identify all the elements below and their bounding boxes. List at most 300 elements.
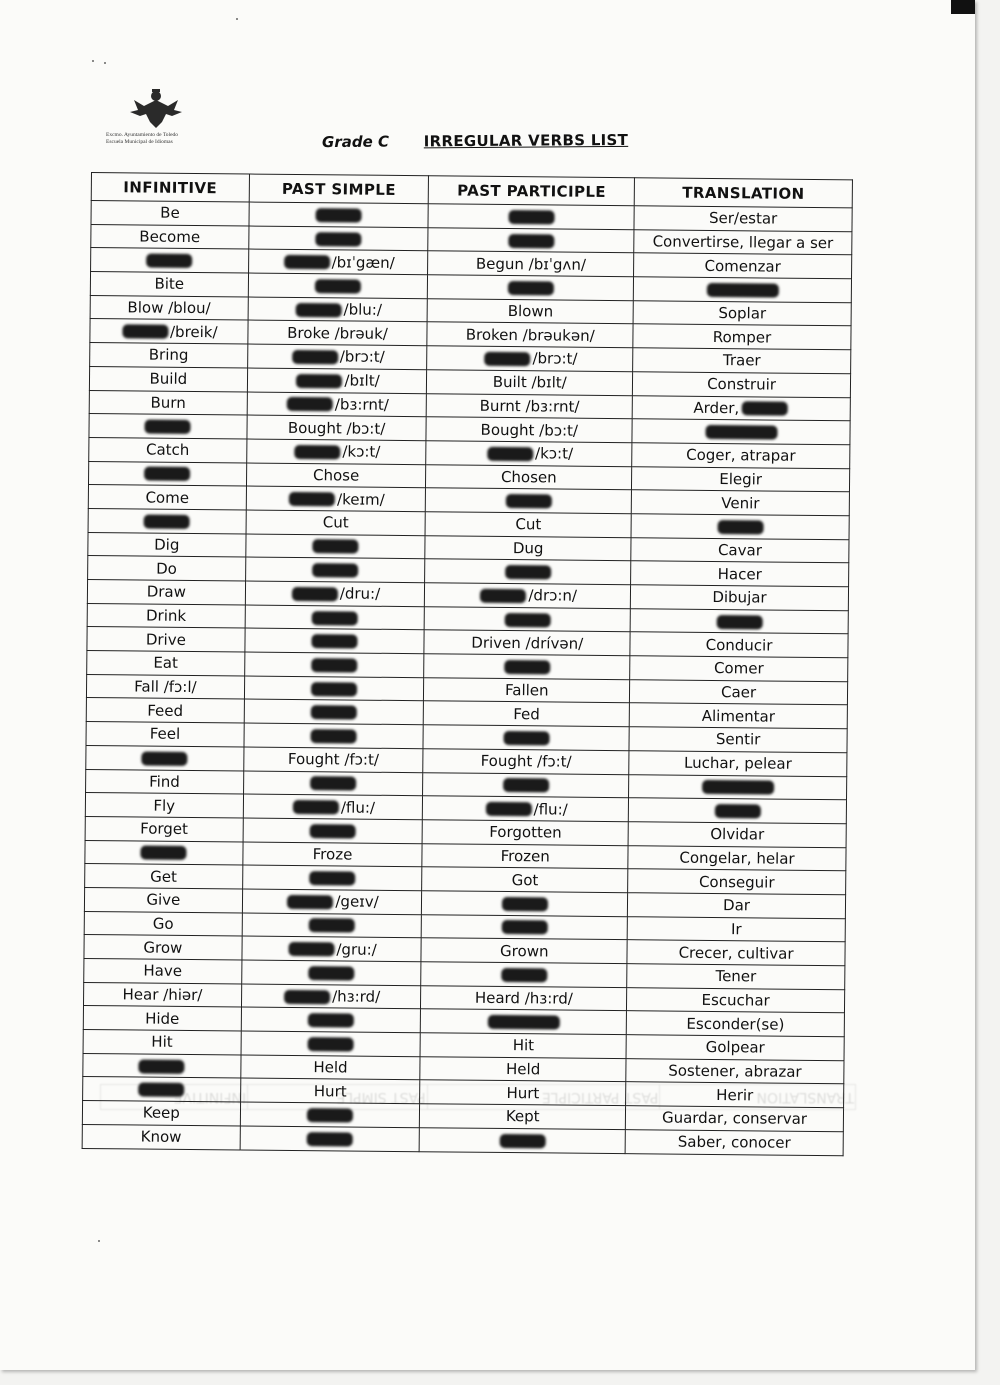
redaction-mark	[309, 919, 355, 933]
infinitive-cell	[87, 627, 245, 652]
cell-text: Get	[150, 867, 178, 886]
past-simple-cell	[246, 486, 426, 511]
cell-text: Cavar	[717, 541, 763, 560]
past-participle-cell	[424, 677, 630, 703]
translation-cell	[632, 466, 850, 492]
redaction-mark	[504, 613, 550, 627]
past-participle-cell	[423, 796, 629, 822]
cell-text: Herir	[716, 1085, 754, 1105]
past-participle-cell	[422, 867, 628, 893]
cell-text: Chosen	[500, 467, 557, 487]
infinitive-cell	[82, 1101, 240, 1126]
past-participle-cell	[426, 441, 632, 467]
cell-text: /keɪm/	[337, 489, 385, 509]
translation-cell	[631, 537, 849, 563]
translation-cell	[631, 490, 849, 516]
infinitive-cell	[88, 485, 246, 510]
scan-edge	[951, 0, 975, 14]
redaction-mark	[309, 871, 355, 885]
redaction-mark	[316, 208, 362, 222]
cell-text: /flu:/	[533, 799, 568, 819]
redaction-mark	[310, 776, 356, 790]
past-simple-cell	[244, 723, 424, 748]
redaction-mark	[292, 587, 338, 601]
cell-text: Blow /blou/	[127, 298, 211, 318]
past-participle-cell	[420, 1104, 626, 1130]
past-simple-cell	[241, 1031, 421, 1056]
redaction-mark	[312, 540, 358, 554]
redaction-mark	[307, 1108, 353, 1122]
translation-cell	[627, 964, 845, 990]
past-simple-cell	[240, 1126, 420, 1151]
redaction-mark	[315, 279, 361, 293]
redaction-mark	[295, 303, 341, 317]
infinitive-cell	[91, 224, 249, 249]
cell-text: /bɪlt/	[344, 371, 380, 390]
cell-text: Dibujar	[712, 588, 767, 607]
scan-speck	[236, 18, 238, 20]
past-simple-cell	[248, 273, 428, 298]
past-participle-cell	[427, 346, 633, 372]
redaction-mark	[145, 420, 191, 434]
translation-cell	[630, 632, 848, 658]
cell-text: Dig	[154, 535, 180, 554]
past-participle-cell	[422, 891, 628, 917]
cell-text: /blu:/	[343, 300, 383, 319]
redaction-mark	[499, 1134, 545, 1148]
past-participle-cell	[421, 985, 627, 1011]
cell-text: Sostener, abrazar	[668, 1061, 802, 1081]
redaction-mark	[741, 402, 787, 416]
past-simple-cell	[246, 439, 426, 464]
cell-text: Comer	[713, 659, 764, 678]
redaction-mark	[144, 514, 190, 528]
redaction-mark	[284, 989, 330, 1003]
redaction-mark	[292, 350, 338, 364]
redaction-mark	[508, 281, 554, 295]
past-simple-cell	[244, 699, 424, 724]
cell-text: Grow	[143, 938, 183, 957]
past-participle-cell	[422, 914, 628, 940]
redaction-mark	[503, 731, 549, 745]
cell-text: Drink	[145, 606, 187, 625]
redaction-mark	[308, 1013, 354, 1027]
redaction-mark	[312, 563, 358, 577]
cell-text: Crecer, cultivar	[678, 943, 794, 963]
infinitive-cell	[85, 840, 243, 865]
infinitive-cell	[90, 295, 248, 320]
past-participle-cell	[423, 725, 629, 751]
infinitive-cell	[86, 769, 244, 794]
translation-cell	[630, 656, 848, 682]
cell-text: Congelar, helar	[679, 848, 795, 868]
cell-text: Ser/estar	[708, 209, 778, 228]
redaction-mark	[714, 804, 760, 818]
cell-text: Draw	[146, 582, 187, 602]
past-participle-cell	[424, 701, 630, 727]
past-simple-cell	[240, 1078, 420, 1103]
redaction-mark	[146, 254, 192, 268]
cell-text: Blown	[507, 302, 554, 321]
translation-cell	[627, 987, 845, 1013]
past-participle-cell	[426, 488, 632, 514]
past-participle-cell	[427, 370, 633, 396]
redaction-mark	[480, 589, 526, 603]
cell-text: /breik/	[169, 322, 218, 342]
past-simple-cell	[245, 581, 425, 606]
past-participle-cell	[424, 630, 630, 656]
translation-cell	[633, 372, 851, 398]
cell-text: /dru:/	[339, 584, 381, 604]
redaction-mark	[294, 445, 340, 459]
past-participle-cell	[420, 1080, 626, 1106]
cell-text: Golpear	[705, 1038, 765, 1057]
cell-text: Esconder(se)	[686, 1014, 785, 1034]
infinitive-cell	[88, 461, 246, 486]
cell-text: Hit	[512, 1036, 535, 1055]
redaction-mark	[289, 492, 335, 506]
redaction-mark	[139, 1059, 185, 1073]
redaction-mark	[288, 942, 334, 956]
cell-text: Coger, atrapar	[686, 445, 796, 465]
ghost-header: TRANSLATION	[660, 1085, 856, 1110]
translation-cell	[631, 514, 849, 540]
column-header-translation: TRANSLATION	[634, 178, 852, 208]
past-simple-cell	[249, 202, 429, 227]
past-simple-cell	[245, 628, 425, 653]
infinitive-cell	[91, 248, 249, 273]
infinitive-cell	[89, 390, 247, 415]
translation-cell	[633, 324, 851, 350]
redaction-mark	[508, 234, 554, 248]
cell-text: /hɜ:rd/	[332, 987, 381, 1006]
cell-text: Driven /drívən/	[471, 633, 584, 653]
past-simple-cell	[242, 913, 422, 938]
ghost-header: PAST PARTICIPLE	[427, 1085, 660, 1110]
infinitive-cell	[86, 674, 244, 699]
translation-cell	[632, 443, 850, 469]
scan-speck	[98, 1240, 100, 1242]
cell-text: Fought /fɔ:t/	[287, 750, 380, 769]
cell-text: Fall /fɔ:l/	[134, 677, 197, 697]
cell-text: Grown	[500, 941, 549, 961]
past-participle-cell	[427, 298, 633, 324]
redaction-mark	[508, 210, 554, 224]
cell-text: Catch	[145, 440, 190, 460]
past-participle-cell	[426, 464, 632, 490]
cell-text: Traer	[722, 351, 761, 370]
past-participle-cell	[427, 322, 633, 348]
past-simple-cell	[245, 605, 425, 630]
past-simple-cell	[247, 415, 427, 440]
infinitive-cell	[91, 201, 249, 226]
cell-text: Heard /hɜ:rd/	[474, 988, 573, 1008]
redaction-mark	[502, 897, 548, 911]
cell-text: Hear /hiər/	[122, 985, 203, 1005]
past-simple-cell	[247, 392, 427, 417]
past-simple-cell	[243, 747, 423, 772]
translation-cell	[633, 300, 851, 326]
cell-text: Forget	[140, 819, 189, 839]
translation-cell	[626, 1011, 844, 1037]
cell-text: Begun /bɪˈgʌn/	[475, 254, 587, 274]
translation-cell	[632, 419, 850, 445]
cell-text: Frozen	[500, 846, 550, 866]
translation-cell	[634, 253, 852, 279]
redaction-mark	[488, 1015, 560, 1030]
past-simple-cell	[247, 368, 427, 393]
past-participle-cell	[428, 227, 634, 253]
infinitive-cell	[86, 722, 244, 747]
redaction-mark	[141, 846, 187, 860]
cell-text: Held	[313, 1058, 348, 1077]
cell-text: Cut	[515, 515, 542, 534]
past-participle-cell	[426, 417, 632, 443]
column-header-past-participle: PAST PARTICIPLE	[429, 176, 635, 206]
cell-text: Do	[156, 559, 178, 578]
logo-line-2: Escuela Municipal de Idiomas	[106, 139, 173, 145]
cell-text: Find	[149, 772, 180, 791]
cell-text: Caer	[720, 683, 757, 702]
past-simple-cell	[241, 1007, 421, 1032]
redaction-mark	[501, 920, 547, 934]
irregular-verbs-table	[82, 172, 853, 1156]
redaction-mark	[308, 1037, 354, 1051]
cell-text: Fought /fɔ:t/	[480, 751, 572, 771]
scan-speck	[92, 60, 94, 62]
cell-text: Olvidar	[710, 825, 765, 844]
cell-text: Bite	[154, 275, 185, 294]
translation-cell	[626, 1058, 844, 1084]
translation-cell	[626, 1082, 844, 1108]
cell-text: Eat	[153, 654, 179, 673]
cell-text: Saber, conocer	[677, 1132, 791, 1152]
cell-text: /kɔ:t/	[535, 444, 574, 463]
cell-text: Conseguir	[698, 872, 775, 892]
past-participle-cell	[424, 654, 630, 680]
past-simple-cell	[244, 652, 424, 677]
cell-text: Chose	[312, 466, 360, 485]
cell-text: Dug	[512, 539, 544, 558]
column-header-past-simple: PAST SIMPLE	[249, 174, 429, 204]
ghost-header: PAST SIMPLE	[248, 1085, 428, 1110]
cell-text: Cut	[322, 513, 349, 532]
redaction-mark	[505, 565, 551, 579]
translation-cell	[628, 845, 846, 871]
infinitive-cell	[85, 864, 243, 889]
past-simple-cell	[248, 297, 428, 322]
page-title: IRREGULAR VERBS LIST	[423, 130, 629, 151]
redaction-mark	[287, 397, 333, 411]
cell-text: Bought /bɔ:t/	[480, 420, 579, 440]
cell-text: Soplar	[718, 304, 767, 323]
redaction-mark	[311, 705, 357, 719]
translation-cell	[629, 774, 847, 800]
past-participle-cell	[425, 535, 631, 561]
past-participle-cell	[427, 393, 633, 419]
past-participle-cell	[425, 606, 631, 632]
past-simple-cell	[243, 842, 423, 867]
cell-text: Burnt /bɜ:rnt/	[479, 396, 580, 416]
infinitive-cell	[90, 272, 248, 297]
past-participle-cell	[425, 512, 631, 538]
past-simple-cell	[243, 794, 423, 819]
redaction-mark	[310, 824, 356, 838]
cell-text: Feel	[149, 725, 181, 744]
past-participle-cell	[428, 251, 634, 277]
cell-text: /flu:/	[340, 797, 376, 817]
past-simple-cell	[241, 960, 421, 985]
translation-cell	[628, 822, 846, 848]
cell-text: Hacer	[717, 564, 762, 584]
redaction-mark	[287, 895, 333, 909]
cell-text: Forgotten	[489, 823, 562, 842]
redaction-mark	[503, 778, 549, 792]
redaction-mark	[311, 658, 357, 672]
redaction-mark	[501, 968, 547, 982]
cell-text: Fly	[153, 796, 176, 815]
translation-cell	[630, 585, 848, 611]
redaction-mark	[312, 611, 358, 625]
redaction-mark	[293, 800, 339, 814]
cell-text: Dar	[723, 896, 751, 915]
infinitive-cell	[87, 603, 245, 628]
infinitive-cell	[90, 319, 248, 344]
translation-cell	[627, 940, 845, 966]
sheet-header	[322, 131, 628, 151]
infinitive-cell	[83, 1077, 241, 1102]
infinitive-cell	[90, 343, 248, 368]
redaction-mark	[484, 352, 530, 366]
redaction-mark	[311, 682, 357, 696]
translation-cell	[629, 703, 847, 729]
translation-cell	[629, 727, 847, 753]
cell-text: Fallen	[504, 681, 549, 700]
redaction-mark	[138, 1083, 184, 1097]
cell-text: Go	[152, 914, 174, 933]
cell-text: Romper	[712, 327, 772, 347]
past-participle-cell	[422, 820, 628, 846]
past-simple-cell	[246, 463, 426, 488]
infinitive-cell	[84, 935, 242, 960]
redaction-mark	[144, 467, 190, 481]
cell-text: Hurt	[506, 1083, 540, 1103]
cell-text: Bring	[148, 346, 189, 365]
cell-text: /bɪˈgæn/	[331, 253, 395, 272]
ghost-header: INFINITIVE	[101, 1085, 248, 1110]
cell-text: Arder,	[693, 398, 740, 418]
cell-text: Construir	[707, 375, 777, 394]
past-participle-cell	[421, 938, 627, 964]
cell-text: Convertirse, llegar a ser	[652, 232, 834, 253]
cell-text: /kɔ:t/	[342, 442, 381, 462]
cell-text: Come	[145, 488, 190, 507]
redaction-mark	[311, 729, 357, 743]
cell-text: /bɜ:rnt/	[334, 395, 389, 414]
past-simple-cell	[247, 344, 427, 369]
past-participle-cell	[422, 843, 628, 869]
infinitive-cell	[88, 556, 246, 581]
translation-cell	[630, 608, 848, 634]
cell-text: Conducir	[705, 635, 773, 655]
school-logo	[106, 88, 216, 148]
cell-text: /geɪv/	[335, 892, 379, 912]
past-simple-cell	[248, 249, 428, 274]
cell-text: Sentir	[715, 730, 761, 749]
translation-cell	[627, 916, 845, 942]
past-participle-cell	[423, 772, 629, 798]
infinitive-cell	[84, 887, 242, 912]
infinitive-cell	[89, 437, 247, 462]
cell-text: Become	[139, 227, 201, 247]
cell-text: Burn	[150, 393, 186, 412]
cell-text: Feed	[147, 701, 184, 720]
infinitive-cell	[85, 793, 243, 818]
grade-label: Grade C	[321, 132, 390, 152]
crest-icon	[126, 88, 186, 130]
cell-text: Hide	[145, 1009, 180, 1028]
infinitive-cell	[86, 698, 244, 723]
infinitive-cell	[84, 958, 242, 983]
cell-text: Bought /bɔ:t/	[287, 418, 386, 438]
translation-cell	[628, 893, 846, 919]
redaction-mark	[142, 751, 188, 765]
cell-text: Know	[140, 1127, 182, 1147]
column-header-infinitive: INFINITIVE	[91, 173, 249, 203]
cell-text: Kept	[505, 1107, 540, 1126]
infinitive-cell	[83, 1030, 241, 1055]
past-simple-cell	[242, 936, 422, 961]
translation-cell	[629, 751, 847, 777]
past-simple-cell	[248, 226, 428, 251]
cell-text: Hurt	[313, 1081, 347, 1101]
past-participle-cell	[425, 583, 631, 609]
infinitive-cell	[87, 651, 245, 676]
translation-cell	[626, 1035, 844, 1061]
past-simple-cell	[244, 676, 424, 701]
cell-text: Luchar, pelear	[683, 753, 792, 773]
cell-text: Broke /brəuk/	[287, 323, 388, 343]
cell-text: Alimentar	[701, 706, 776, 726]
translation-cell	[625, 1106, 843, 1132]
cell-text: Have	[143, 961, 183, 981]
infinitive-cell	[83, 1006, 241, 1031]
past-simple-cell	[248, 320, 428, 345]
infinitive-cell	[83, 982, 241, 1007]
cell-text: Hit	[151, 1033, 173, 1052]
translation-cell	[633, 277, 851, 303]
translation-cell	[631, 561, 849, 587]
past-participle-cell	[421, 962, 627, 988]
past-simple-cell	[243, 770, 423, 795]
infinitive-cell	[84, 911, 242, 936]
redaction-mark	[716, 615, 762, 629]
past-participle-cell	[420, 1056, 626, 1082]
cell-text: Ir	[730, 920, 742, 939]
cell-text: Keep	[142, 1104, 180, 1123]
infinitive-cell	[87, 579, 245, 604]
past-simple-cell	[240, 1102, 420, 1127]
past-participle-cell	[421, 1009, 627, 1035]
past-participle-cell	[420, 1128, 626, 1154]
redaction-mark	[307, 1132, 353, 1146]
cell-text: /brɔ:t/	[339, 347, 385, 367]
redaction-mark	[296, 374, 342, 388]
past-participle-cell	[425, 559, 631, 585]
redaction-mark	[705, 425, 777, 440]
cell-text: Fed	[513, 704, 540, 724]
cell-text: Elegir	[719, 469, 763, 489]
